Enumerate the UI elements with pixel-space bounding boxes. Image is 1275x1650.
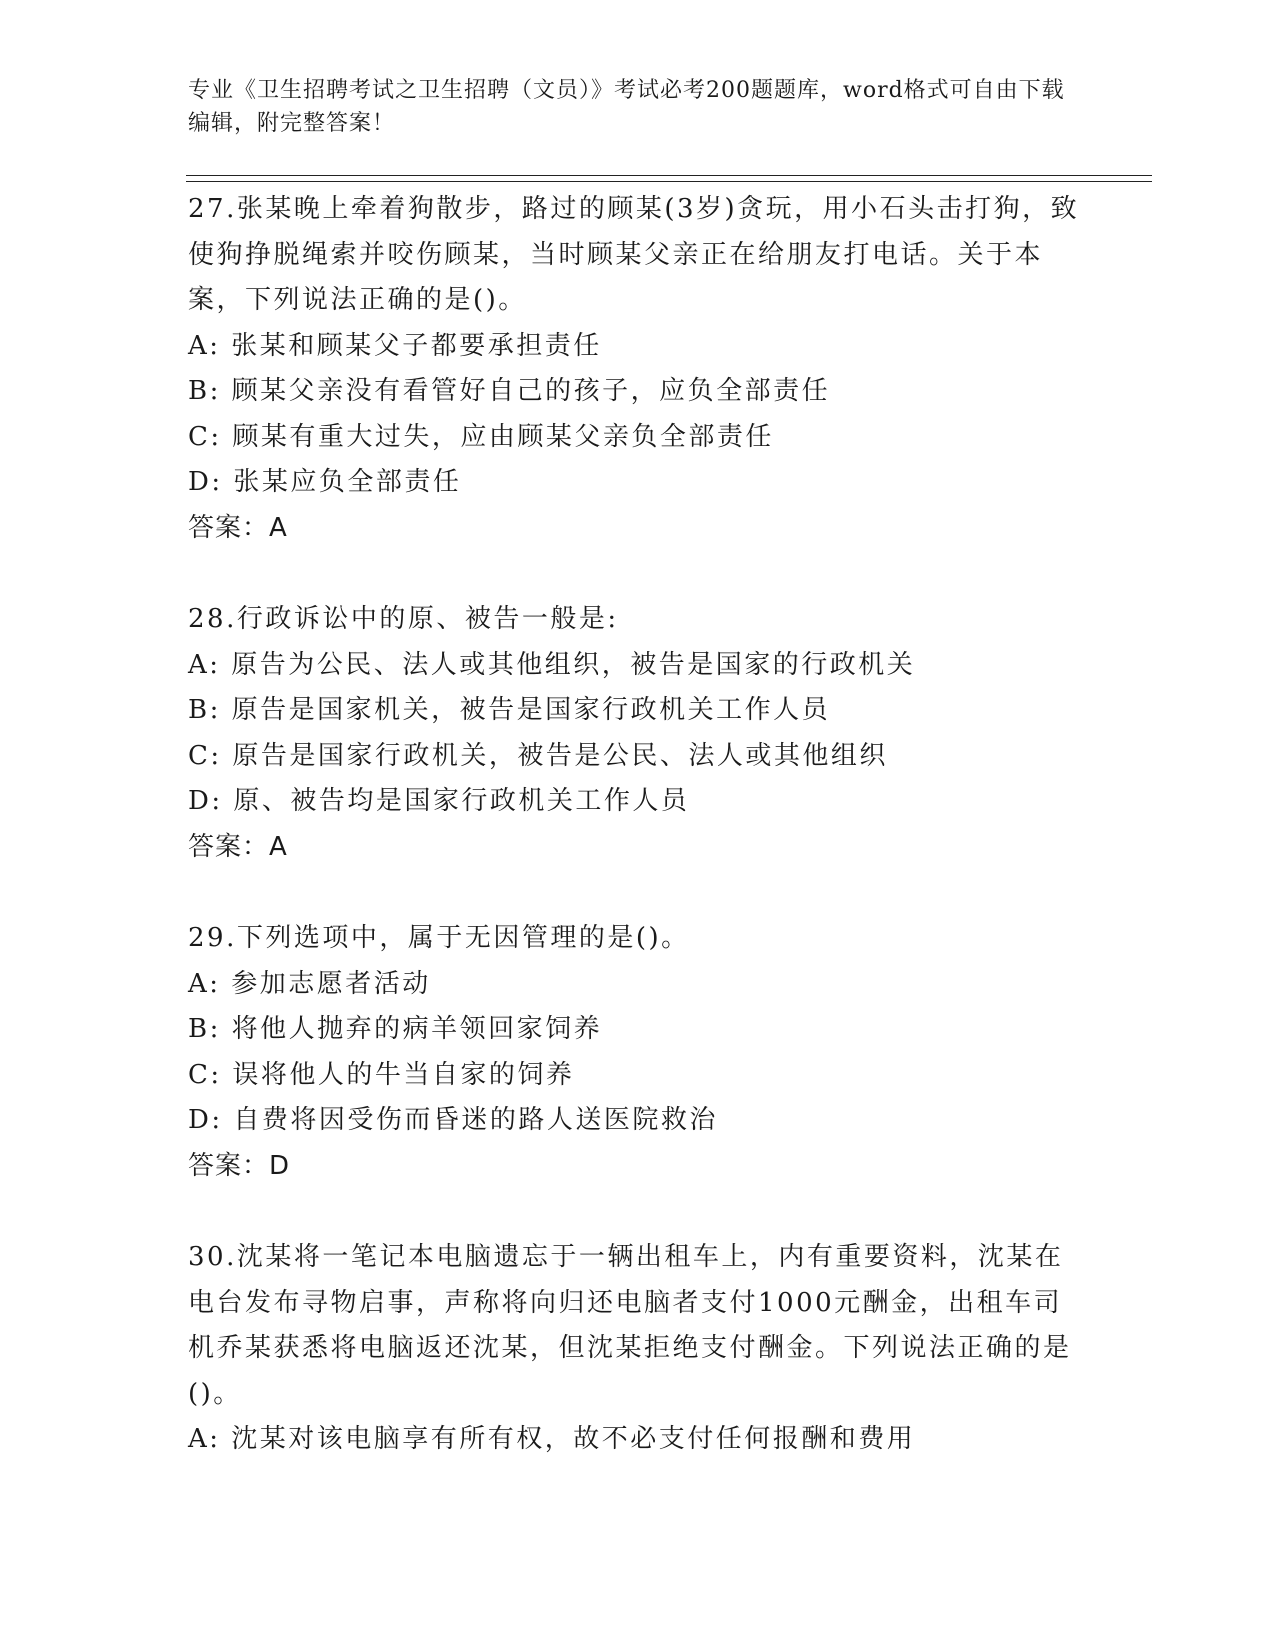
question-spacer [188, 870, 1088, 916]
answer-label: 答案：A [188, 512, 288, 543]
question-text: 27.张某晚上牵着狗散步，路过的顾某(3岁)贪玩，用小石头击打狗，致使狗挣脱绳索并咬伤顾某，当时顾某父亲正在给朋友打电话。关于本案，下列说法正确的是()。 [188, 194, 1080, 315]
option-c: C: 原告是国家行政机关，被告是公民、法人或其他组织 [188, 740, 888, 771]
document-header: 专业《卫生招聘考试之卫生招聘（文员）》考试必考200题题库，word格式可自由下载编辑，附完整答案！ [188, 78, 1065, 136]
question-text: 30.沈某将一笔记本电脑遗忘于一辆出租车上，内有重要资料，沈某在电台发布寻物启事，声称将向归还电脑者支付1000元酬金，出租车司机乔某获悉将电脑返还沈某，但沈某拒绝支付酬金。下列说法正确的是()。 [188, 1242, 1072, 1409]
option-d: D: 原、被告均是国家行政机关工作人员 [188, 786, 690, 816]
option-d: D: 自费将因受伤而昏迷的路人送医院救治 [188, 1105, 718, 1135]
question-text: 29.下列选项中，属于无因管理的是()。 [188, 923, 690, 953]
question-spacer [188, 1189, 1088, 1235]
question-list [188, 187, 1088, 1463]
question-item [188, 597, 1088, 870]
question-item [188, 1235, 1088, 1463]
option-d: D: 张某应负全部责任 [188, 467, 462, 497]
option-b: B: 将他人抛弃的病羊领回家饲养 [188, 1014, 603, 1044]
option-b: B: 顾某父亲没有看管好自己的孩子，应负全部责任 [188, 376, 831, 406]
header-divider-bottom [186, 181, 1152, 182]
answer-label: 答案：D [188, 1150, 291, 1181]
question-spacer [188, 551, 1088, 597]
option-c: C: 顾某有重大过失，应由顾某父亲负全部责任 [188, 421, 774, 452]
header-divider-top [186, 175, 1152, 176]
option-a: A: 参加志愿者活动 [188, 968, 431, 999]
question-item [188, 916, 1088, 1189]
answer-label: 答案：A [188, 831, 288, 862]
option-a: A: 张某和顾某父子都要承担责任 [188, 330, 602, 361]
option-b: B: 原告是国家机关，被告是国家行政机关工作人员 [188, 695, 831, 725]
option-a: A: 沈某对该电脑享有所有权，故不必支付任何报酬和费用 [188, 1424, 916, 1454]
question-item [188, 187, 1088, 551]
question-text: 28.行政诉讼中的原、被告一般是: [188, 604, 619, 634]
option-c: C: 误将他人的牛当自家的饲养 [188, 1059, 575, 1090]
option-a: A: 原告为公民、法人或其他组织，被告是国家的行政机关 [188, 649, 916, 680]
